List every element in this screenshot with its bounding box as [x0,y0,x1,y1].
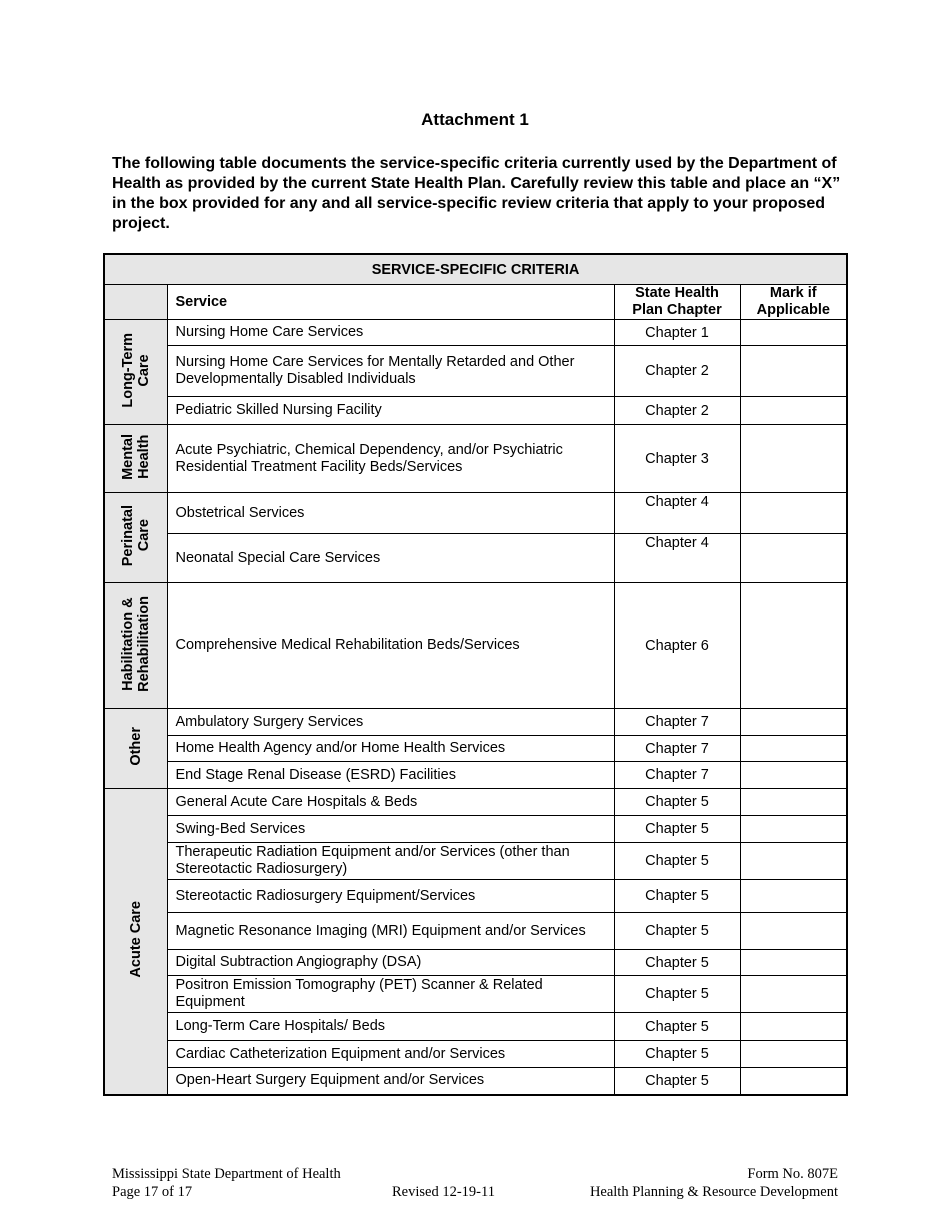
table-row [104,397,847,425]
mark-checkbox[interactable] [740,913,847,950]
footer-revised: Revised 12-19-11 [392,1184,495,1200]
footer-org: Mississippi State Department of Health [112,1166,341,1182]
service-cell: Cardiac Catheterization Equipment and/or Services [167,1041,614,1068]
category-long-term-care: Long-Term Care [104,320,167,425]
chapter-cell: Chapter 5 [614,976,740,1013]
mark-checkbox[interactable] [740,583,847,709]
footer-page: Page 17 of 17 [112,1184,193,1200]
mark-checkbox[interactable] [740,789,847,816]
intro-paragraph: The following table documents the service-specific criteria currently used by the Department of Health as provided by the current State Health Plan. Carefully review this table and place an “X” in the box provided for any and all service-specific review criteria that apply to your proposed project. [112,155,841,232]
service-criteria-table [103,253,848,1096]
mark-checkbox[interactable] [740,1013,847,1041]
footer-left [112,1165,341,1201]
mark-checkbox[interactable] [740,709,847,736]
mark-checkbox[interactable] [740,534,847,583]
table-row [104,816,847,843]
service-cell: Therapeutic Radiation Equipment and/or Services (other than Stereotactic Radiosurgery) [167,843,614,880]
service-cell: Magnetic Resonance Imaging (MRI) Equipment and/or Services [167,913,614,950]
service-cell: Obstetrical Services [167,493,614,534]
table-row [104,1068,847,1095]
chapter-column-header: State Health Plan Chapter [614,285,740,320]
service-cell: Comprehensive Medical Rehabilitation Beds/Services [167,583,614,709]
service-cell: Swing-Bed Services [167,816,614,843]
service-cell: Acute Psychiatric, Chemical Dependency, and/or Psychiatric Residential Treatment Facility Beds/Services [167,425,614,493]
mark-checkbox[interactable] [740,425,847,493]
mark-checkbox[interactable] [740,346,847,397]
mark-checkbox[interactable] [740,736,847,762]
service-cell: Nursing Home Care Services [167,320,614,346]
mark-checkbox[interactable] [740,950,847,976]
service-cell: Long-Term Care Hospitals/ Beds [167,1013,614,1041]
table-row [104,320,847,346]
mark-checkbox[interactable] [740,1041,847,1068]
category-acute-care: Acute Care [104,789,167,1095]
table-row [104,1041,847,1068]
category-mental-health: Mental Health [104,425,167,493]
mark-checkbox[interactable] [740,1068,847,1095]
service-cell: Open-Heart Surgery Equipment and/or Services [167,1068,614,1095]
chapter-cell: Chapter 6 [614,583,740,709]
table-row [104,843,847,880]
mark-checkbox[interactable] [740,816,847,843]
category-other: Other [104,709,167,789]
footer-right [590,1165,838,1201]
mark-checkbox[interactable] [740,880,847,913]
table-row [104,1013,847,1041]
footer-form-number: Form No. 807E [747,1166,838,1182]
table-row [104,913,847,950]
table-caption: SERVICE-SPECIFIC CRITERIA [104,254,847,285]
chapter-cell: Chapter 5 [614,913,740,950]
chapter-cell: Chapter 2 [614,346,740,397]
chapter-cell: Chapter 5 [614,789,740,816]
chapter-cell: Chapter 7 [614,762,740,789]
table-row [104,880,847,913]
table-row [104,976,847,1013]
table-row [104,346,847,397]
chapter-cell: Chapter 2 [614,397,740,425]
table-row [104,789,847,816]
service-cell: Positron Emission Tomography (PET) Scanner & Related Equipment [167,976,614,1013]
footer-division: Health Planning & Resource Development [589,1184,838,1200]
service-cell: Home Health Agency and/or Home Health Services [167,736,614,762]
chapter-cell: Chapter 4 [614,493,740,534]
chapter-cell: Chapter 1 [614,320,740,346]
page-title: Attachment 1 [421,110,529,129]
service-cell: Digital Subtraction Angiography (DSA) [167,950,614,976]
mark-checkbox[interactable] [740,976,847,1013]
service-cell: Nursing Home Care Services for Mentally Retarded and Other Developmentally Disabled Individuals [167,346,614,397]
mark-checkbox[interactable] [740,762,847,789]
chapter-cell: Chapter 5 [614,1013,740,1041]
service-cell: Pediatric Skilled Nursing Facility [167,397,614,425]
service-cell: General Acute Care Hospitals & Beds [167,789,614,816]
mark-checkbox[interactable] [740,397,847,425]
table-row [104,425,847,493]
chapter-cell: Chapter 3 [614,425,740,493]
category-habilitation-rehabilitation: Habilitation & Rehabilitation [104,583,167,709]
mark-checkbox[interactable] [740,320,847,346]
chapter-cell: Chapter 5 [614,843,740,880]
service-cell: Neonatal Special Care Services [167,534,614,583]
table-row [104,709,847,736]
chapter-cell: Chapter 5 [614,880,740,913]
table-row [104,534,847,583]
service-cell: Ambulatory Surgery Services [167,709,614,736]
chapter-cell: Chapter 5 [614,1041,740,1068]
service-cell: End Stage Renal Disease (ESRD) Facilities [167,762,614,789]
category-header [104,285,167,320]
table-row [104,583,847,709]
table-row [104,950,847,976]
mark-column-header: Mark if Applicable [740,285,847,320]
chapter-cell: Chapter 7 [614,736,740,762]
service-cell: Stereotactic Radiosurgery Equipment/Services [167,880,614,913]
table-row [104,762,847,789]
service-column-header: Service [167,285,614,320]
chapter-cell: Chapter 5 [614,950,740,976]
chapter-cell: Chapter 4 [614,534,740,583]
chapter-cell: Chapter 5 [614,1068,740,1095]
chapter-cell: Chapter 5 [614,816,740,843]
mark-checkbox[interactable] [740,493,847,534]
table-row [104,736,847,762]
category-perinatal-care: Perinatal Care [104,493,167,583]
table-row [104,493,847,534]
mark-checkbox[interactable] [740,843,847,880]
chapter-cell: Chapter 7 [614,709,740,736]
